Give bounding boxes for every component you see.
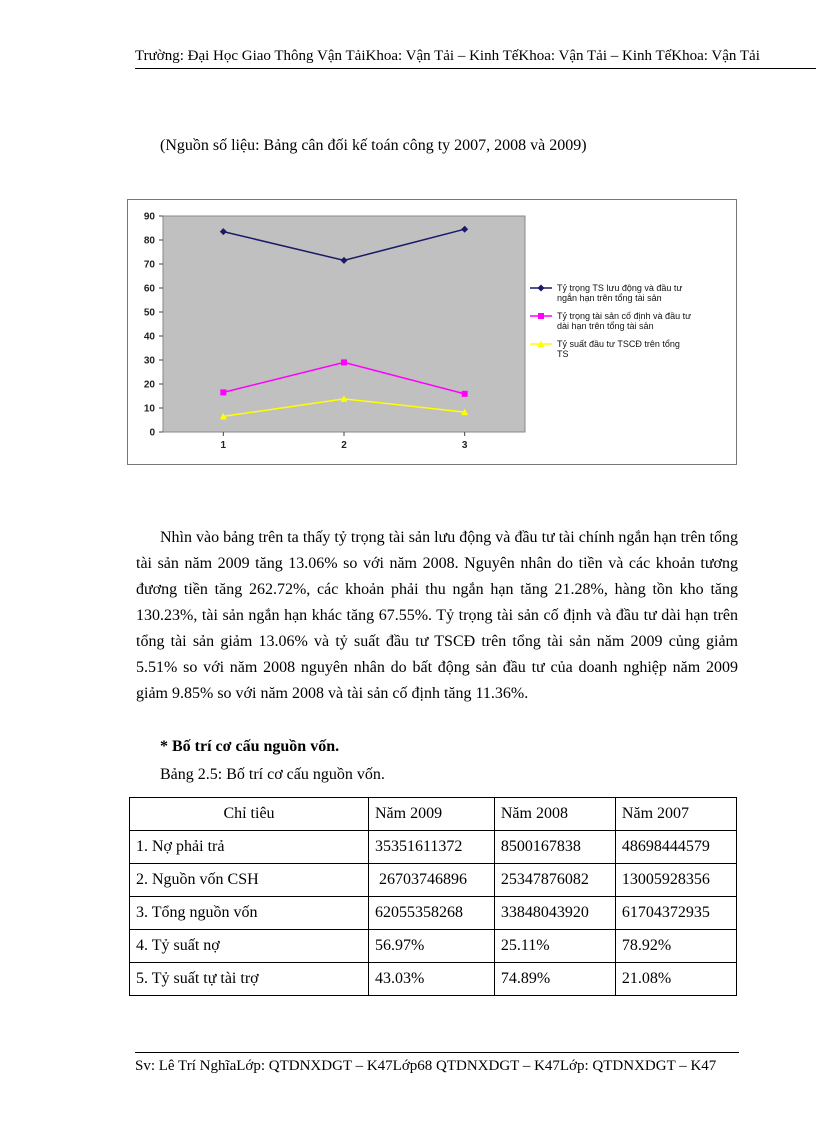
y-tick-label: 70 (143, 259, 155, 271)
table-cell: 61704372935 (615, 897, 736, 930)
table-cell: 48698444579 (615, 831, 736, 864)
y-tick-label: 0 (149, 427, 155, 439)
chart-svg (128, 200, 736, 464)
table-row (130, 864, 737, 897)
y-tick-label: 30 (143, 355, 155, 367)
table-cell: 62055358268 (369, 897, 495, 930)
table-cell: 4. Tỷ suất nợ (130, 930, 369, 963)
table-cell: 25347876082 (494, 864, 615, 897)
table-cell: 3. Tổng nguồn vốn (130, 897, 369, 930)
table-cell: 35351611372 (369, 831, 495, 864)
table-cell: 56.97% (369, 930, 495, 963)
footer-right: QTDNXDGT – K47Lớp: QTDNXDGT – K47 (432, 1058, 717, 1074)
paragraph-text: Nhìn vào bảng trên ta thấy tỷ trọng tài sản lưu động và đầu tư tài chính ngắn hạn trên tổng tài sản năm 2009 tăng 13.06% so với năm 2008. Nguyên nhân do tiền và các khoản tương đương tiền tăng 262.72%, các khoản phải thu ngắn hạn tăng 21.28%, hàng tồn kho tăng 130.23%, tài sản ngắn hạn khác tăng 67.55%. Tỷ trọng tài sản cố định và đầu tư dài hạn trên tổng tài sản giảm 13.06% và tỷ suất đầu tư TSCĐ trên tổng tài sản năm 2009 củng giảm 5.51% so với năm 2008 nguyên nhân do bất động sản đầu tư của doanh nghiệp năm 2009 giảm 9.85% so với năm 2008 và tài sản cố định tăng 11.36%. (136, 529, 738, 702)
table-header-cell: Năm 2009 (369, 798, 495, 831)
table-cell: 1. Nợ phải trả (130, 831, 369, 864)
footer-left: Sv: Lê Trí NghĩaLớp: QTDNXDGT – K47Lớp (135, 1058, 418, 1074)
table-cell: 26703746896 (369, 864, 495, 897)
table-cell: 8500167838 (494, 831, 615, 864)
legend-label: TS (557, 349, 569, 359)
table-row (130, 963, 737, 996)
legend-label: ngắn hạn trên tổng tài sản (557, 293, 662, 303)
legend-label: dài hạn trên tổng tài sản (557, 321, 654, 331)
table-caption: Bảng 2.5: Bố trí cơ cấu nguồn vốn. (160, 766, 385, 783)
legend-marker (538, 285, 545, 292)
page-number: 68 (417, 1058, 433, 1074)
y-tick-label: 90 (143, 211, 155, 223)
table-cell: 5. Tỷ suất tự tài trợ (130, 963, 369, 996)
y-tick-label: 50 (143, 307, 155, 319)
source-note: (Nguồn số liệu: Bảng cân đối kế toán công ty 2007, 2008 và 2009) (160, 137, 587, 154)
x-tick-label: 1 (220, 440, 227, 451)
table-cell: 33848043920 (494, 897, 615, 930)
table-cell: 2. Nguồn vốn CSH (130, 864, 369, 897)
y-tick-label: 20 (143, 379, 155, 391)
legend-marker (538, 313, 544, 319)
x-tick-label: 2 (341, 440, 347, 451)
analysis-paragraph (136, 525, 738, 707)
table-header-cell: Chỉ tiêu (130, 798, 369, 831)
table-header-cell: Năm 2008 (494, 798, 615, 831)
table-row (130, 930, 737, 963)
header-text: Trường: Đại Học Giao Thông Vận TảiKhoa: Vận Tải – Kinh TếKhoa: Vận Tải – Kinh TếKhoa: Vận Tải (135, 48, 760, 64)
table-header-row (130, 798, 737, 831)
data-point (462, 391, 468, 397)
legend-label: Tỷ trọng TS lưu động và đầu tư (557, 283, 683, 293)
capital-structure-table (129, 797, 737, 996)
page-footer (135, 1058, 816, 1075)
y-tick-label: 60 (143, 283, 155, 295)
data-point (220, 389, 226, 395)
y-tick-label: 10 (143, 403, 155, 415)
line-chart (127, 199, 737, 465)
x-tick-label: 3 (461, 440, 468, 451)
legend-label: Tỷ trọng tài sản cố định và đầu tư (557, 311, 692, 321)
table-cell: 13005928356 (615, 864, 736, 897)
table-header-cell: Năm 2007 (615, 798, 736, 831)
page-header (135, 48, 816, 69)
y-tick-label: 80 (143, 235, 155, 247)
y-tick-label: 40 (143, 331, 155, 343)
data-point (341, 359, 347, 365)
table-cell: 74.89% (494, 963, 615, 996)
table-cell: 43.03% (369, 963, 495, 996)
footer-divider (135, 1052, 739, 1053)
table-cell: 78.92% (615, 930, 736, 963)
table-row (130, 897, 737, 930)
table-row (130, 831, 737, 864)
section-title: * Bố trí cơ cấu nguồn vốn. (160, 738, 340, 755)
table-cell: 25.11% (494, 930, 615, 963)
table-cell: 21.08% (615, 963, 736, 996)
legend-label: Tỷ suất đầu tư TSCĐ trên tổng (557, 339, 680, 349)
